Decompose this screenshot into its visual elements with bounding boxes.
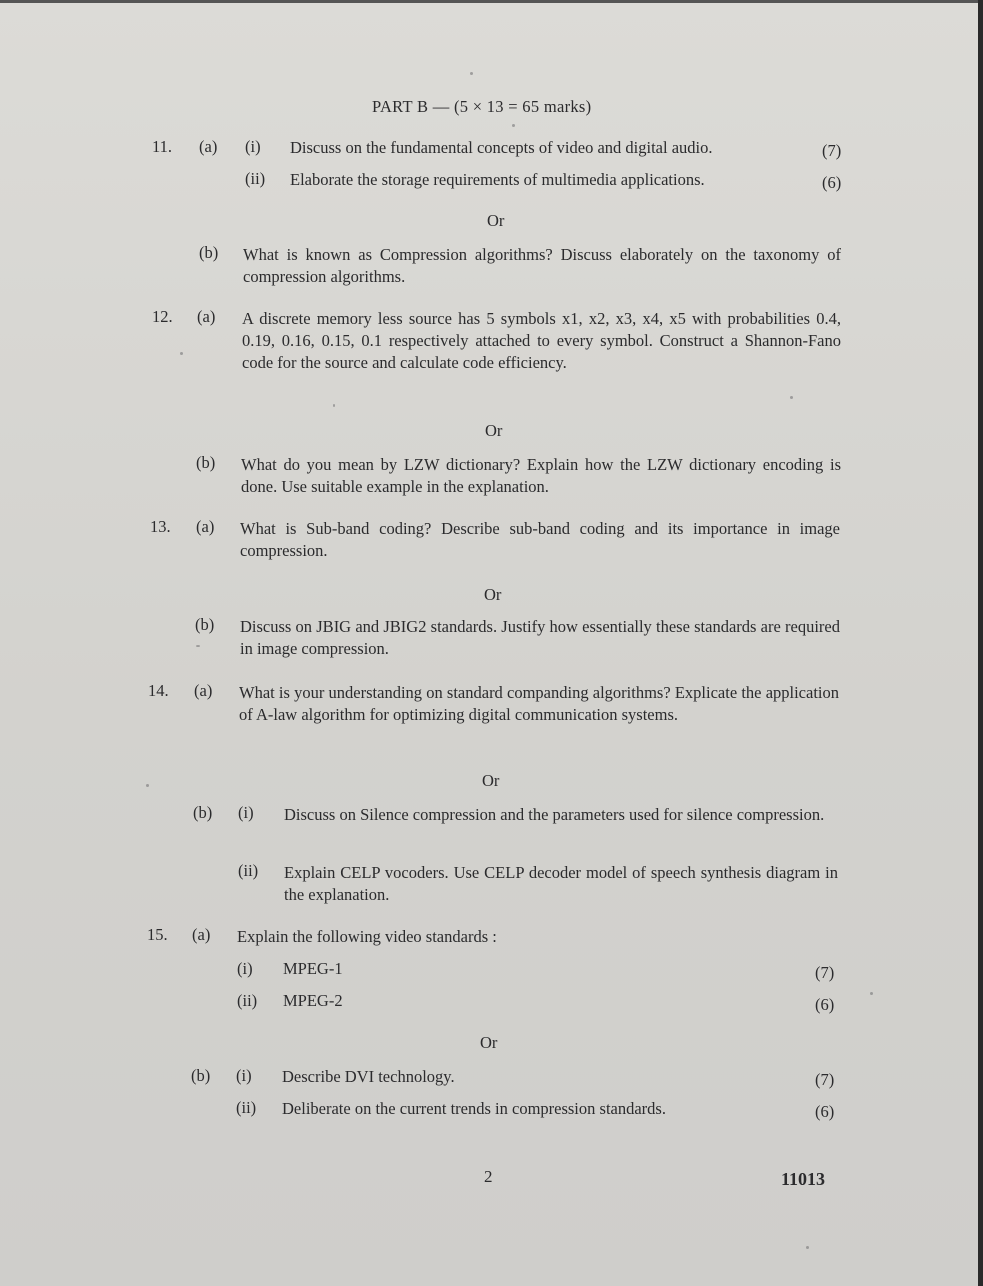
q15-b-ii-marks: (6): [815, 1102, 835, 1121]
q11-a-ii-label: (ii): [245, 169, 266, 188]
scan-speck: [790, 396, 793, 399]
q14-b-i-label: (i): [238, 803, 254, 822]
scan-speck: [512, 124, 515, 127]
or-separator-11: Or: [487, 211, 505, 230]
q12-b-text: What do you mean by LZW dictionary? Explain how the LZW dictionary encoding is done. Use suitable example in the explanation.: [241, 455, 841, 496]
q13-b-label: (b): [195, 615, 215, 634]
exam-code: 11013: [781, 1169, 826, 1189]
q11-a-i-label: (i): [245, 137, 261, 156]
q14-b-i-text: Discuss on Silence compression and the parameters used for silence compression.: [284, 805, 825, 824]
question-number-15: 15.: [147, 925, 168, 944]
scan-speck: [470, 72, 473, 75]
page-right-edge: [978, 0, 983, 1286]
q15-b-i-label: (i): [236, 1066, 252, 1085]
q15-a-i-text: MPEG-1: [283, 959, 343, 978]
page-number: 2: [484, 1167, 493, 1186]
q14-b-ii-text: Explain CELP vocoders. Use CELP decoder model of speech synthesis diagram in the explanation.: [284, 863, 838, 904]
q15-a-ii-label: (ii): [237, 991, 258, 1010]
q14-b-label: (b): [193, 803, 213, 822]
scan-speck: [870, 992, 873, 995]
q14-a-label: (a): [194, 681, 213, 700]
q13-b-text: Discuss on JBIG and JBIG2 standards. Justify how essentially these standards are required in image compression.: [240, 617, 840, 658]
scan-speck: [146, 784, 149, 787]
q15-b-label: (b): [191, 1066, 211, 1085]
or-separator-13: Or: [484, 585, 502, 604]
q12-a-text: A discrete memory less source has 5 symbols x1, x2, x3, x4, x5 with probabilities 0.4, 0.19, 0.16, 0.15, 0.1 respectively attached to every symbol. Construct a Shannon-Fano code for the source and calculate code efficiency.: [242, 309, 841, 372]
q11-b-label: (b): [199, 243, 219, 262]
q15-a-i-marks: (7): [815, 963, 835, 982]
q11-b-text: What is known as Compression algorithms? Discuss elaborately on the taxonomy of compression algorithms.: [243, 245, 841, 286]
q15-a-text: Explain the following video standards :: [237, 927, 497, 946]
q13-a-label: (a): [196, 517, 215, 536]
q12-b-label: (b): [196, 453, 216, 472]
q15-a-ii-text: MPEG-2: [283, 991, 343, 1010]
q11-a-label: (a): [199, 137, 218, 156]
scan-speck: [180, 352, 183, 355]
q15-b-i-marks: (7): [815, 1070, 835, 1089]
q14-a-text: What is your understanding on standard companding algorithms? Explicate the application of A-law algorithm for optimizing digital communication systems.: [239, 683, 839, 724]
q15-a-label: (a): [192, 925, 211, 944]
scan-speck: [806, 1246, 809, 1249]
question-number-13: 13.: [150, 517, 171, 536]
q11-a-ii-text: Elaborate the storage requirements of multimedia applications.: [290, 170, 705, 189]
q15-b-i-text: Describe DVI technology.: [282, 1067, 455, 1086]
q15-b-ii-text: Deliberate on the current trends in compression standards.: [282, 1099, 666, 1118]
q15-a-ii-marks: (6): [815, 995, 835, 1014]
question-number-11: 11.: [152, 137, 173, 156]
q11-a-i-marks: (7): [822, 141, 842, 160]
part-heading: PART B — (5 × 13 = 65 marks): [372, 97, 592, 116]
q13-a-text: What is Sub-band coding? Describe sub-band coding and its importance in image compression.: [240, 519, 840, 560]
scan-speck: [196, 645, 200, 647]
or-separator-12: Or: [485, 421, 503, 440]
q15-b-ii-label: (ii): [236, 1098, 257, 1117]
q11-a-ii-marks: (6): [822, 173, 842, 192]
page-top-edge: [0, 0, 983, 3]
q11-a-i-text: Discuss on the fundamental concepts of video and digital audio.: [290, 138, 713, 157]
or-separator-15: Or: [480, 1033, 498, 1052]
or-separator-14: Or: [482, 771, 500, 790]
q15-a-i-label: (i): [237, 959, 253, 978]
scan-speck: [333, 404, 335, 407]
q14-b-ii-label: (ii): [238, 861, 259, 880]
question-number-12: 12.: [152, 307, 173, 326]
q12-a-label: (a): [197, 307, 216, 326]
question-number-14: 14.: [148, 681, 169, 700]
